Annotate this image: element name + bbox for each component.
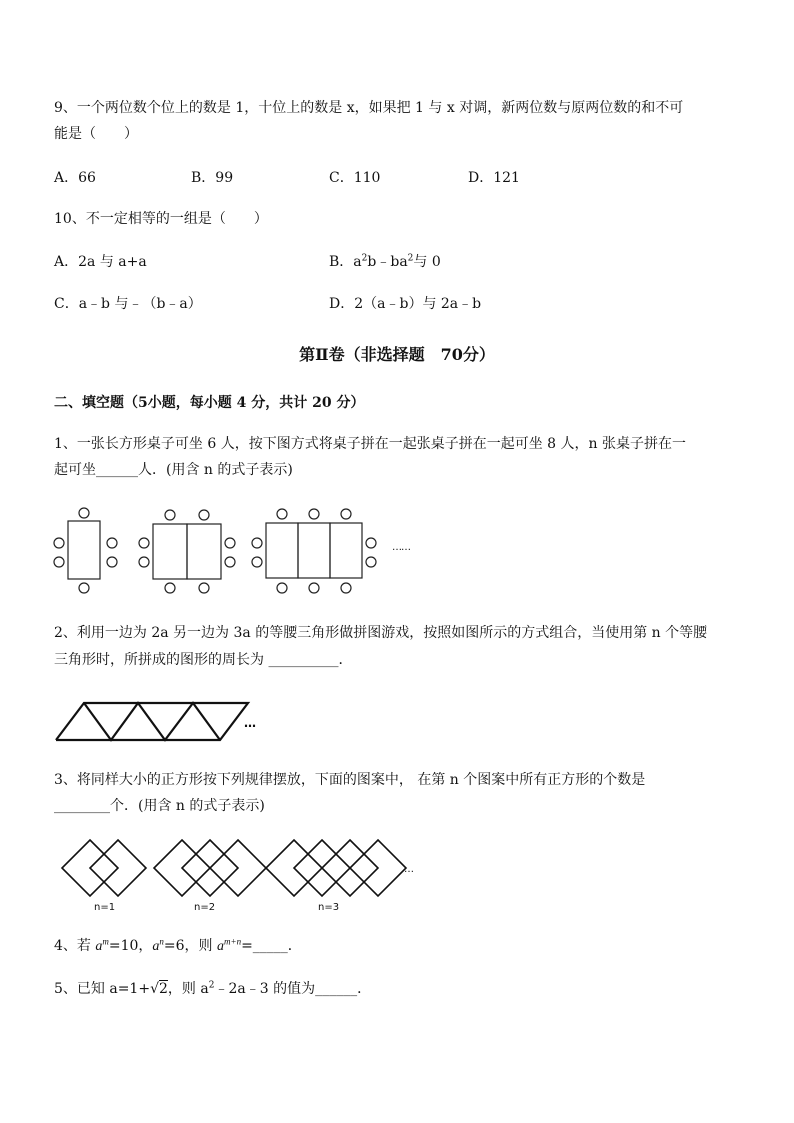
seat bbox=[366, 538, 376, 548]
table-2b bbox=[187, 524, 221, 579]
seat bbox=[277, 509, 287, 519]
part2-title: 第Ⅱ卷（非选择题 70分） bbox=[299, 345, 495, 364]
seat bbox=[107, 538, 117, 548]
seat bbox=[366, 557, 376, 567]
q10-option-c: C．a﹣b 与﹣（b﹣a） bbox=[54, 296, 202, 312]
triangles-ellipsis: … bbox=[244, 716, 256, 730]
f2-stem-line2: 三角形时，所拼成的图形的周长为 __________． bbox=[54, 652, 353, 668]
f5-stem: 5、已知 a=1+√2，则 $a^2﹣2a﹣3$ 的值为______． bbox=[54, 980, 372, 997]
table-2a bbox=[153, 524, 187, 579]
label-n2: n=2 bbox=[194, 902, 216, 913]
q10-option-b: B．$a^2b﹣ba^2$与 0 bbox=[329, 253, 441, 270]
sqrt-sign: √ bbox=[150, 981, 159, 997]
seat bbox=[309, 509, 319, 519]
f2-stem-line1: 2、利用一边为 2a 另一边为 3a 的等腰三角形做拼图游戏，按照如图所示的方式组合，当使用第 n 个等腰 bbox=[54, 625, 708, 641]
section2-title: 二、填空题（5小题，每小题 4 分，共计 20 分） bbox=[54, 395, 365, 411]
seat bbox=[341, 583, 351, 593]
q10-option-d: D．2（a﹣b）与 2a﹣b bbox=[329, 296, 482, 312]
q9-option-b: B．99 bbox=[191, 170, 234, 186]
table-1 bbox=[68, 521, 100, 579]
seat bbox=[79, 583, 89, 593]
label-n1: n=1 bbox=[94, 902, 116, 913]
table-3c bbox=[330, 523, 362, 578]
q9-option-d: D．121 bbox=[468, 170, 520, 186]
q9-option-a: A．66 bbox=[54, 170, 96, 186]
seat bbox=[54, 538, 64, 548]
table-3a bbox=[266, 523, 298, 578]
seat bbox=[252, 557, 262, 567]
seat bbox=[107, 557, 117, 567]
seat bbox=[139, 557, 149, 567]
tables-figure bbox=[50, 505, 440, 605]
f1-stem-line2: 起可坐______人．(用含 n 的式子表示) bbox=[54, 462, 293, 478]
squares-ellipsis: … bbox=[404, 864, 414, 875]
q9-stem-line1: 9、一个两位数个位上的数是 1，十位上的数是 x，如果把 1 与 x 对调，新两位数与原两位数的和不可 bbox=[54, 100, 684, 116]
seat bbox=[225, 557, 235, 567]
f1-stem-line1: 1、一张长方形桌子可坐 6 人，按下图方式将桌子拼在一起张桌子拼在一起可坐 8 人，n 张桌子拼在一 bbox=[54, 436, 686, 452]
f3-stem-line2: ________个．(用含 n 的式子表示) bbox=[54, 798, 265, 814]
sqrt-radicand: 2 bbox=[159, 981, 168, 997]
table-3b bbox=[298, 523, 330, 578]
q10-stem: 10、不一定相等的一组是（ ） bbox=[54, 211, 268, 227]
q9-stem-line2: 能是（ ） bbox=[54, 126, 138, 142]
seat bbox=[199, 583, 209, 593]
q10-option-a: A．2a 与 a+a bbox=[54, 254, 147, 270]
f3-stem-line1: 3、将同样大小的正方形按下列规律摆放，下面的图案中， 在第 n 个图案中所有正方形的个数是 bbox=[54, 772, 646, 788]
seat bbox=[252, 538, 262, 548]
label-n3: n=3 bbox=[318, 902, 340, 913]
seat bbox=[277, 583, 287, 593]
seat bbox=[225, 538, 235, 548]
seat bbox=[54, 557, 64, 567]
triangles-figure bbox=[54, 700, 264, 745]
seat bbox=[139, 538, 149, 548]
q9-option-c: C．110 bbox=[329, 170, 381, 186]
seat bbox=[165, 583, 175, 593]
seat bbox=[199, 510, 209, 520]
squares-figure bbox=[60, 838, 400, 900]
seat bbox=[309, 583, 319, 593]
seat bbox=[341, 509, 351, 519]
seat bbox=[79, 508, 89, 518]
seat bbox=[165, 510, 175, 520]
f4-stem: 4、若 $a^m=10$，$a^n=6$，则 $a^{m+n}=\_\_\_\_\_$． bbox=[54, 936, 302, 954]
tables-ellipsis: …… bbox=[392, 542, 410, 553]
triangle-strip-zigzag bbox=[84, 703, 220, 740]
